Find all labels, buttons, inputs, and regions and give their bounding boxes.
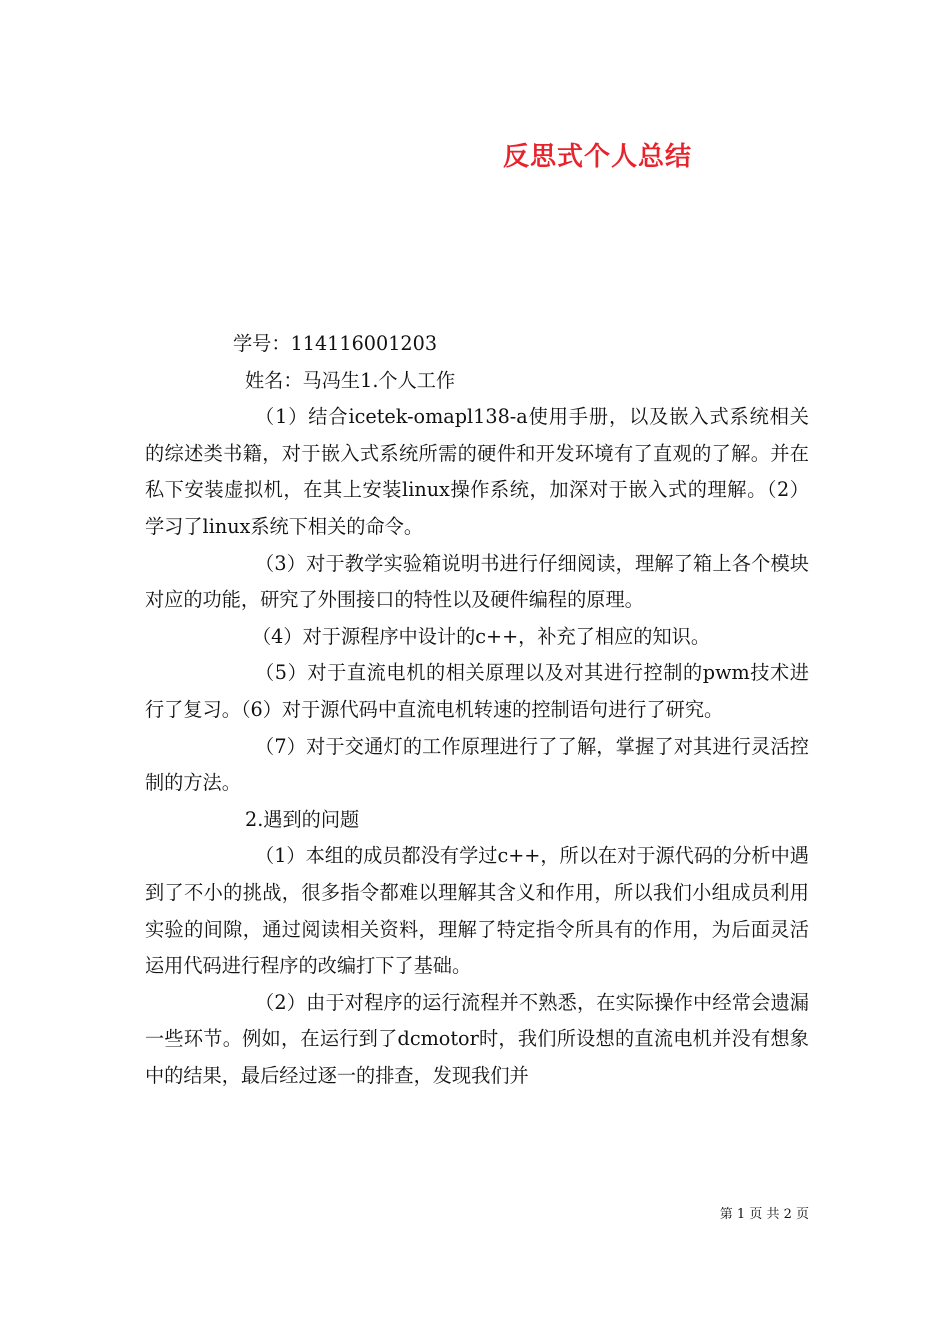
document-body bbox=[145, 326, 809, 1094]
section-2-heading: 2.遇到的问题 bbox=[245, 807, 360, 831]
paragraph-7: （7）对于交通灯的工作原理进行了了解，掌握了对其进行灵活控制的方法。 bbox=[145, 734, 809, 795]
paragraph-4: （4）对于源程序中设计的c++，补充了相应的知识。 bbox=[252, 624, 711, 648]
paragraph-3: （3）对于教学实验箱说明书进行仔细阅读，理解了箱上各个模块对应的功能，研究了外围接口的特性以及硬件编程的原理。 bbox=[145, 551, 809, 612]
paragraph-5: （5）对于直流电机的相关原理以及对其进行控制的pwm技术进行了复习。（6）对于源代码中直流电机转速的控制语句进行了研究。 bbox=[145, 661, 809, 721]
name-line: 姓名：马冯生1.个人工作 bbox=[245, 368, 456, 392]
document-title: 反思式个人总结 bbox=[502, 142, 692, 172]
section-2-paragraph-2: （2）由于对程序的运行流程并不熟悉，在实际操作中经常会遗漏一些环节。例如，在运行到了dcmotor时，我们所设想的直流电机并没有想象中的结果，最后经过逐一的排查，发现我们并 bbox=[145, 990, 809, 1087]
paragraph-1: （1）结合icetek-omapl138-a使用手册，以及嵌入式系统相关的综述类书籍，对于嵌入式系统所需的硬件和开发环境有了直观的了解。并在私下安装虚拟机，在其上安装linux操作系统，加深对于嵌入式的理解。（2）学习了linux系统下相关的命令。 bbox=[145, 405, 809, 538]
page-footer: 第 1 页 共 2 页 bbox=[719, 1207, 809, 1222]
section-2-paragraph-1: （1）本组的成员都没有学过c++，所以在对于源代码的分析中遇到了不小的挑战，很多指令都难以理解其含义和作用，所以我们小组成员利用实验的间隙，通过阅读相关资料，理解了特定指令所具有的作用，为后面灵活运用代码进行程序的改编打下了基础。 bbox=[145, 844, 809, 978]
student-id-line: 学号：114116001203 bbox=[233, 332, 438, 355]
